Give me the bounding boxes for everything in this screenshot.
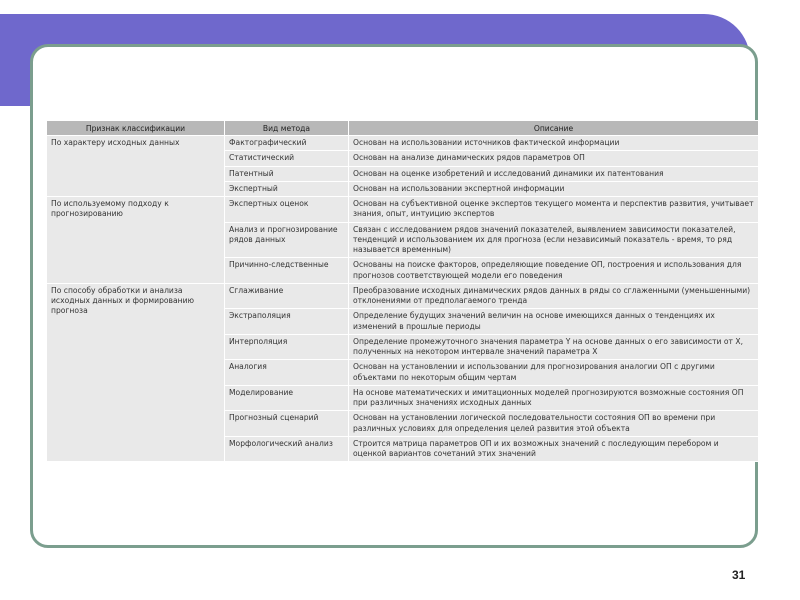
table-header-row: [47, 121, 759, 136]
classification-table-wrap: [46, 120, 758, 528]
classification-table: [46, 120, 759, 462]
description-cell: Основан на субъективной оценке экспертов текущего момента и перспектив развития, учитывает знания, опыт, интуицию экспертов: [349, 197, 759, 223]
criterion-cell: По характеру исходных данных: [47, 136, 225, 197]
table-row: [47, 136, 759, 151]
method-cell: Фактографический: [225, 136, 349, 151]
header-criterion: Признак классификации: [47, 121, 225, 136]
description-cell: Преобразование исходных динамических рядов данных в ряды со сглаженными (уменьшенными) отклонениями от предполагаемого тренда: [349, 283, 759, 309]
page-number: 31: [732, 568, 746, 582]
method-cell: Экспертный: [225, 181, 349, 196]
description-cell: Основан на оценке изобретений и исследований динамики их патентования: [349, 166, 759, 181]
criterion-cell: По используемому подходу к прогнозированию: [47, 197, 225, 284]
description-cell: Основан на использовании экспертной информации: [349, 181, 759, 196]
table-row: [47, 283, 759, 309]
method-cell: Морфологический анализ: [225, 436, 349, 462]
method-cell: Экспертных оценок: [225, 197, 349, 223]
header-method: Вид метода: [225, 121, 349, 136]
method-cell: Экстраполяция: [225, 309, 349, 335]
description-cell: Основаны на поиске факторов, определяющие поведение ОП, построения и использования для прогнозов соответствующей модели его поведения: [349, 258, 759, 284]
method-cell: Статистический: [225, 151, 349, 166]
method-cell: Сглаживание: [225, 283, 349, 309]
description-cell: Основан на использовании источников фактической информации: [349, 136, 759, 151]
header-description: Описание: [349, 121, 759, 136]
description-cell: Основан на анализе динамических рядов параметров ОП: [349, 151, 759, 166]
method-cell: Аналогия: [225, 360, 349, 386]
description-cell: Строится матрица параметров ОП и их возможных значений с последующим перебором и оценкой вариантов сочетаний этих значений: [349, 436, 759, 462]
method-cell: Прогнозный сценарий: [225, 411, 349, 437]
method-cell: Патентный: [225, 166, 349, 181]
method-cell: Моделирование: [225, 385, 349, 411]
table-row: [47, 197, 759, 223]
method-cell: Причинно-следственные: [225, 258, 349, 284]
description-cell: Определение будущих значений величин на основе имеющихся данных о тенденциях их изменений в прошлые периоды: [349, 309, 759, 335]
criterion-cell: По способу обработки и анализа исходных данных и формированию прогноза: [47, 283, 225, 462]
description-cell: Основан на установлении и использовании для прогнозирования аналогии ОП с другими объектами по некоторым общим чертам: [349, 360, 759, 386]
description-cell: Связан с исследованием рядов значений показателей, выявлением зависимости показателей, тенденций и использованием их для прогноза (если независимый показатель - время, то ряд называется временным): [349, 222, 759, 258]
description-cell: Основан на установлении логической последовательности состояния ОП во времени при различных условиях для определения целей развития этой объекта: [349, 411, 759, 437]
method-cell: Анализ и прогнозирование рядов данных: [225, 222, 349, 258]
description-cell: На основе математических и имитационных моделей прогнозируются возможные состояния ОП при различных значениях исходных данных: [349, 385, 759, 411]
description-cell: Определение промежуточного значения параметра Y на основе данных о его зависимости от X, полученных на некотором интервале значений параметра X: [349, 334, 759, 360]
method-cell: Интерполяция: [225, 334, 349, 360]
